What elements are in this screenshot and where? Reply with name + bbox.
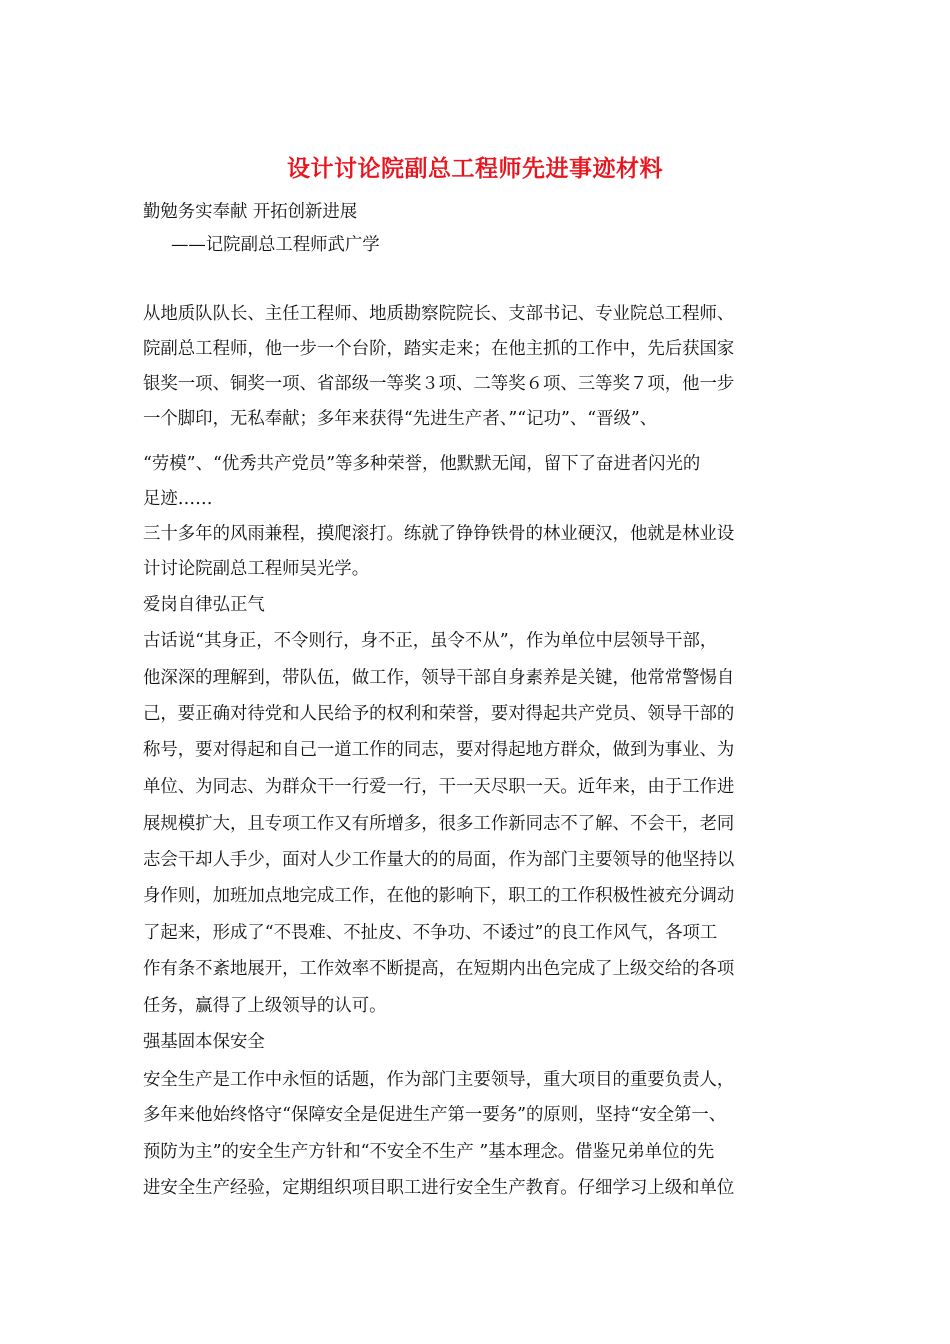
document-title: 设计讨论院副总工程师先进事迹材料 [287, 155, 663, 182]
text-line: “劳模”、“优秀共产党员”等多种荣誉，他默默无闻，留下了奋进者闪光的 [143, 454, 701, 474]
text-line: 院副总工程师，他一步一个台阶，踏实走来；在他主抓的工作中，先后获国家 [143, 339, 735, 359]
text-line: 身作则，加班加点地完成工作，在他的影响下，职工的工作积极性被充分调动 [143, 886, 735, 906]
text-line: 志会干却人手少，面对人少工作量大的的局面，作为部门主要领导的他坚持以 [143, 850, 735, 870]
section-heading: 安全生产是工作中永恒的话题，作为部门主要领导，重大项目的重要负责人， [143, 1070, 735, 1090]
text-line: 了起来，形成了“不畏难、不扯皮、不争功、不诿过”的良工作风气，各项工 [143, 923, 718, 943]
text-line: 进安全生产经验，定期组织项目职工进行安全生产教育。仔细学习上级和单位 [143, 1178, 735, 1198]
subtitle-line: 勤勉务实奉献 开拓创新进展 [143, 202, 358, 222]
text-line: 一个脚印，无私奉献；多年来获得“先进生产者、”“记功”、“晋级”、 [143, 409, 658, 429]
text-line: 强基固本保安全 [143, 1032, 265, 1052]
text-line: 预防为主”的安全生产方针和“不安全不生产 ”基本理念。借鉴兄弟单位的先 [143, 1142, 715, 1162]
text-line: 三十多年的风雨兼程，摸爬滚打。练就了铮铮铁骨的林业硬汉，他就是林业设 [143, 524, 735, 544]
text-line: 多年来他始终恪守“保障安全是促进生产第一要务”的原则，坚持“安全第一、 [143, 1105, 727, 1125]
text-line: 足迹…… [143, 489, 213, 509]
text-line: 称号，要对得起和自己一道工作的同志，要对得起地方群众，做到为事业、为 [143, 740, 735, 760]
text-line: 计讨论院副总工程师吴光学。 [143, 559, 370, 579]
text-line: 作有条不紊地展开，工作效率不断提高，在短期内出色完成了上级交给的各项 [143, 959, 735, 979]
text-line: 展规模扩大，且专项工作又有所增多，很多工作新同志不了解、不会干，老同 [143, 814, 735, 834]
text-line: 从地质队队长、主任工程师、地质勘察院院长、支部书记、专业院总工程师、 [143, 304, 735, 324]
section-heading: 爱岗自律弘正气 [143, 595, 265, 615]
text-line: 银奖一项、铜奖一项、省部级一等奖３项、二等奖６项、三等奖７项，他一步 [143, 374, 735, 394]
text-line: 他深深的理解到，带队伍，做工作，领导干部自身素养是关键，他常常警惕自 [143, 668, 735, 688]
text-line: 单位、为同志、为群众干一行爱一行，干一天尽职一天。近年来，由于工作进 [143, 777, 735, 797]
text-line: 古话说“其身正，不令则行，身不正，虽令不从”，作为单位中层领导干部， [143, 631, 718, 651]
byline: ——记院副总工程师武广学 [171, 235, 380, 255]
text-line: 己，要正确对待党和人民给予的权利和荣誉，要对得起共产党员、领导干部的 [143, 704, 735, 724]
text-line: 任务，赢得了上级领导的认可。 [143, 996, 387, 1016]
